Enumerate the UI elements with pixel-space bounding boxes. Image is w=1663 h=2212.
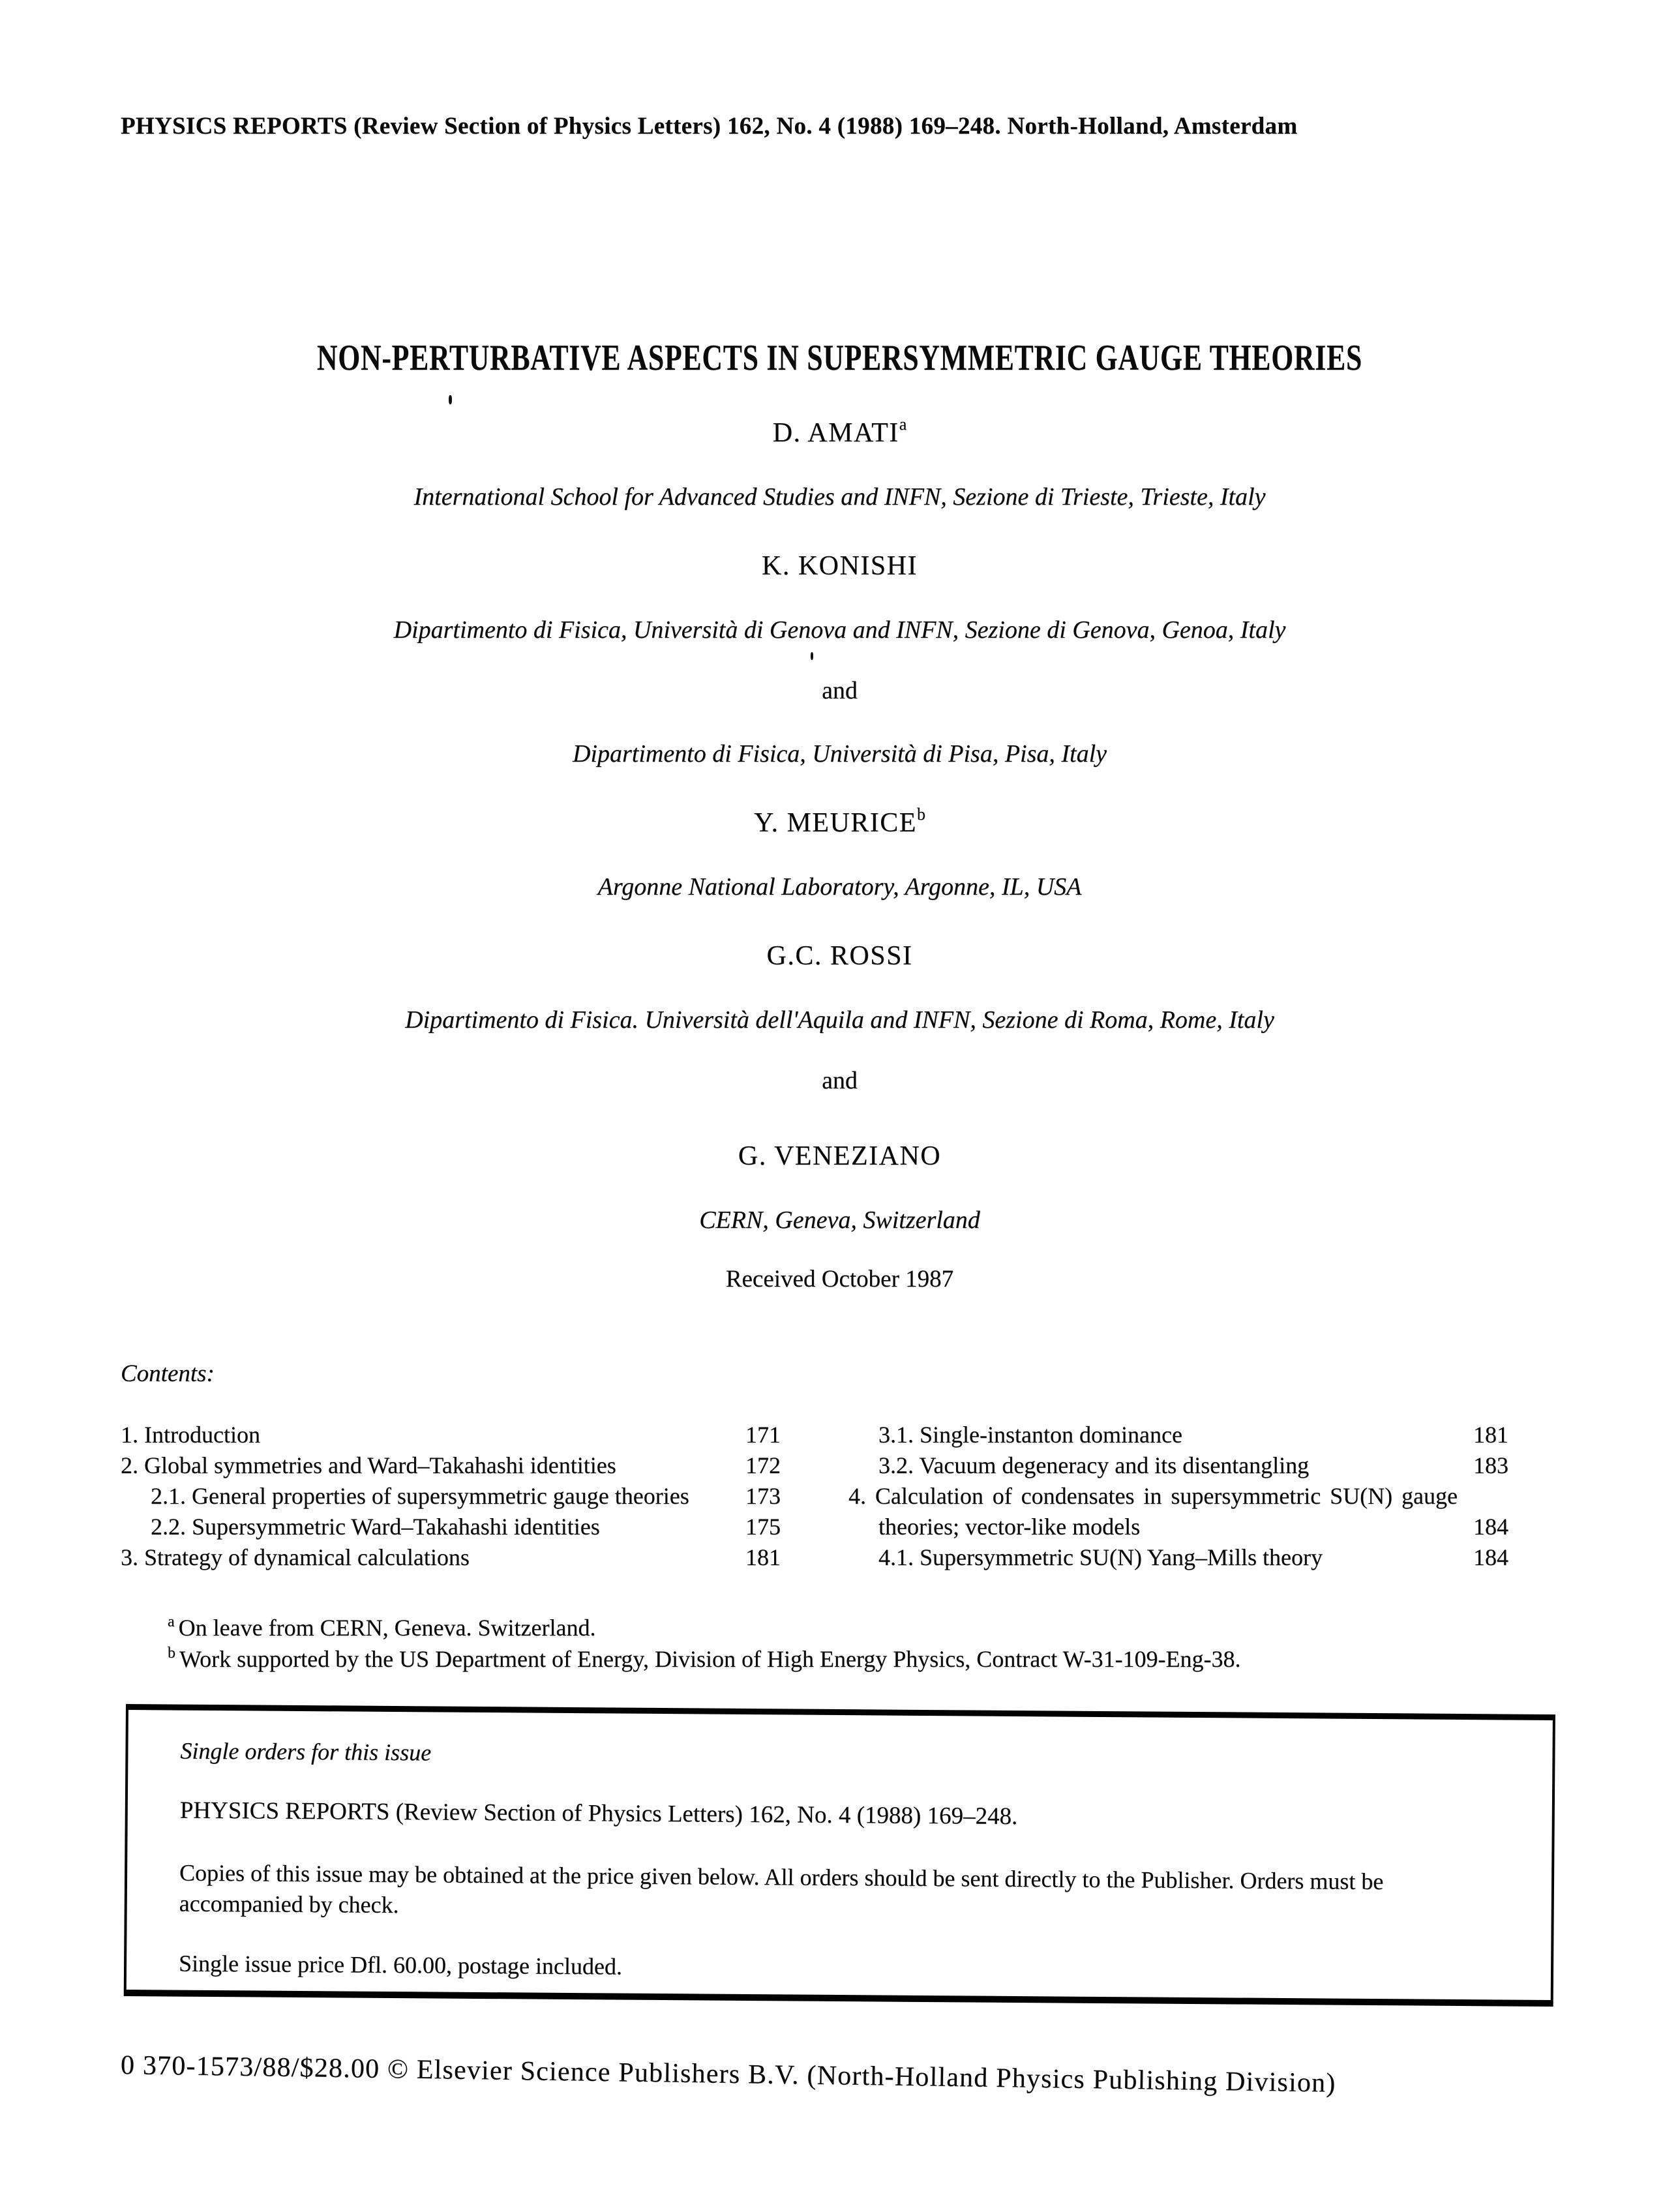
toc-row	[848, 1481, 1508, 1542]
order-box-issue-line: PHYSICS REPORTS (Review Section of Physics Letters) 162, No. 4 (1988) 169–248.	[179, 1797, 1018, 1831]
author-name: D. AMATI$^a$	[772, 415, 907, 448]
author-affiliation: Argonne National Laboratory, Argonne, IL, USA	[597, 873, 1082, 901]
toc-item-label: 4.1. Supersymmetric SU(N) Yang–Mills theory	[878, 1544, 1323, 1570]
toc-row	[121, 1481, 781, 1512]
single-orders-box	[124, 1704, 1555, 2007]
toc-page-number: 184	[1473, 1544, 1508, 1570]
footnote-marker: a	[168, 1613, 175, 1630]
received-date: Received October 1987	[725, 1266, 954, 1293]
order-box-price-line: Single issue price Dfl. 60.00, postage included.	[178, 1950, 623, 1980]
author-name: G.C. ROSSI	[766, 941, 913, 971]
journal-header-line: PHYSICS REPORTS (Review Section of Physics Letters) 162, No. 4 (1988) 169–248. North-Holland, Amsterdam	[121, 113, 1298, 140]
author-footnote-marker: a	[899, 415, 907, 434]
article-title: NON-PERTURBATIVE ASPECTS IN SUPERSYMMETRIC GAUGE THEORIES	[316, 338, 1363, 378]
footnote: $^a$ On leave from CERN, Geneva. Switzerland.	[168, 1613, 596, 1641]
author-affiliation: International School for Advanced Studies and INFN, Sezione di Trieste, Trieste, Italy	[413, 483, 1266, 511]
author-connector: and	[822, 677, 858, 704]
toc-row	[848, 1450, 1508, 1481]
author-footnote-marker: b	[916, 805, 925, 824]
author-name: G. VENEZIANO	[738, 1141, 942, 1171]
order-box-heading: Single orders for this issue	[180, 1737, 432, 1766]
scan-speck	[811, 652, 813, 660]
footnote: $^b$ Work supported by the US Department of Energy, Division of High Energy Physics, Contract W-31-109-Eng-38.	[168, 1645, 1241, 1672]
toc-row	[121, 1512, 781, 1542]
toc-page-number: 181	[745, 1544, 781, 1570]
toc-right-column	[848, 1420, 1508, 1573]
author-affiliation: Dipartimento di Fisica, Università di Pisa, Pisa, Italy	[572, 740, 1107, 768]
toc-item-label: 1. Introduction	[121, 1422, 260, 1448]
toc-page-number: 173	[745, 1483, 781, 1509]
toc-item-label: 3.1. Single-instanton dominance	[878, 1422, 1182, 1448]
toc-row	[121, 1420, 781, 1450]
toc-row	[848, 1542, 1508, 1573]
toc-row	[121, 1542, 781, 1573]
author-affiliation: Dipartimento di Fisica, Università di Genova and INFN, Sezione di Genova, Genoa, Italy	[393, 616, 1286, 644]
toc-item-label: 4. Calculation of condensates in supersymmetric SU(N) gauge theories; vector-like models	[848, 1483, 1458, 1540]
toc-page-number: 171	[745, 1422, 781, 1448]
order-box-instructions: Copies of this issue may be obtained at the price given below. All orders should be sent directly to the Publisher. Orders must be accompanied by check.	[179, 1859, 1384, 1919]
toc-row	[121, 1450, 781, 1481]
toc-page-number: 181	[1473, 1422, 1508, 1448]
contents-heading: Contents:	[121, 1360, 215, 1387]
toc-page-number: 175	[745, 1514, 781, 1540]
toc-item-label: 3. Strategy of dynamical calculations	[121, 1544, 470, 1570]
issn-copyright-line: 0 370-1573/88/$28.00 © Elsevier Science Publishers B.V. (North-Holland Physics Publishing Division)	[120, 2050, 1336, 2099]
author-connector: and	[822, 1067, 858, 1094]
toc-item-label: 3.2. Vacuum degeneracy and its disentangling	[878, 1452, 1310, 1478]
author-affiliation: Dipartimento di Fisica. Università dell'Aquila and INFN, Sezione di Roma, Rome, Italy	[405, 1006, 1274, 1034]
toc-row	[848, 1420, 1508, 1450]
toc-left-column	[121, 1420, 781, 1573]
toc-item-label: 2. Global symmetries and Ward–Takahashi identities	[121, 1452, 616, 1478]
toc-page-number: 184	[1473, 1514, 1508, 1540]
toc-item-label: 2.2. Supersymmetric Ward–Takahashi identities	[151, 1514, 600, 1540]
scan-speck	[449, 395, 452, 404]
footnotes	[121, 1612, 1559, 1675]
author-list	[121, 415, 1559, 1235]
toc-item-label: 2.1. General properties of supersymmetric gauge theories	[151, 1483, 689, 1509]
author-name: K. KONISHI	[762, 551, 918, 581]
toc-page-number: 172	[745, 1452, 781, 1478]
author-affiliation: CERN, Geneva, Switzerland	[699, 1206, 980, 1234]
footnote-marker: b	[168, 1645, 175, 1662]
toc-page-number: 183	[1473, 1452, 1508, 1478]
table-of-contents	[121, 1420, 1559, 1573]
author-name: Y. MEURICE$^b$	[754, 805, 925, 838]
